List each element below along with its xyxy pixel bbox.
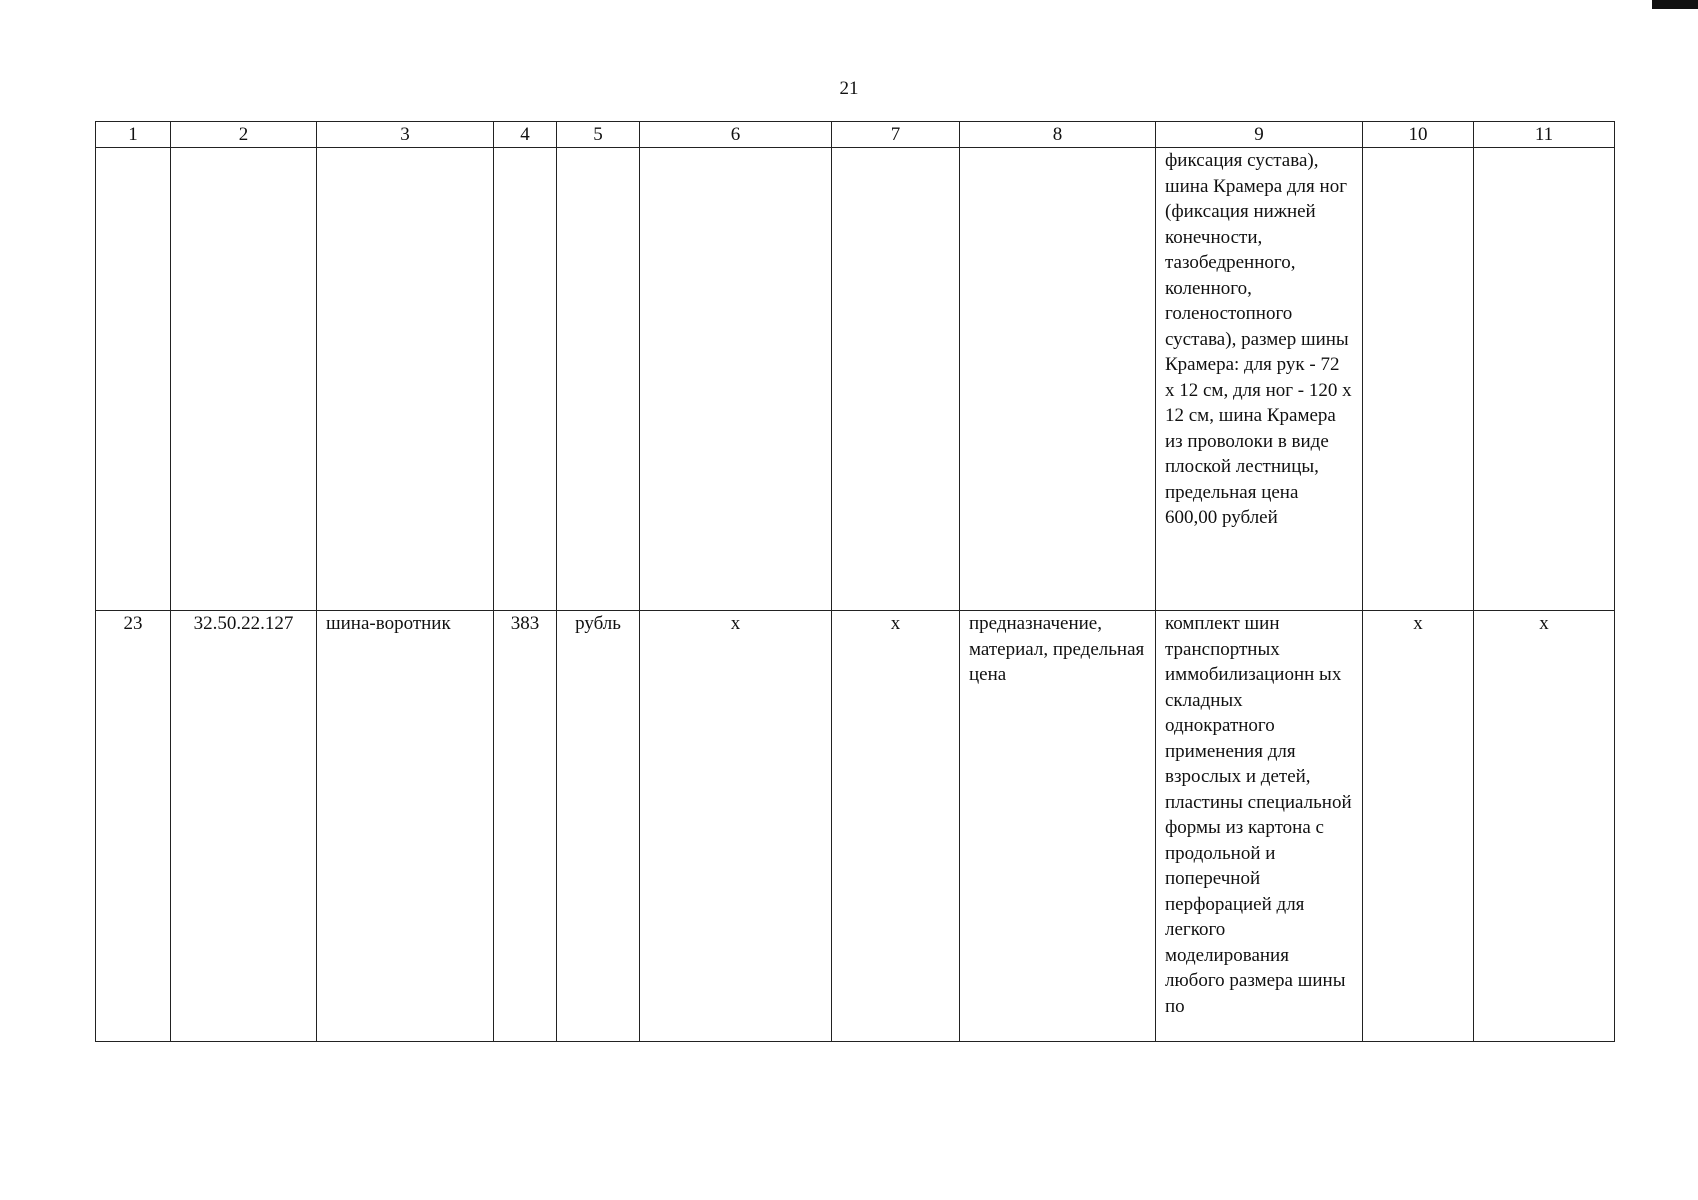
cell-characteristic-names: предназначение, материал, предельная цена [960, 611, 1156, 1042]
table-header-row [96, 122, 1615, 148]
cell-col10: x [1363, 611, 1474, 1042]
cell-characteristic-values: комплект шин транспортных иммобилизационн ых складных однократного применения для взрослых и детей, пластины специальной формы из картона с продольной и поперечной перфорацией для легкого моделирования любого размера шины по [1156, 611, 1363, 1042]
cell-empty [960, 148, 1156, 611]
header-cell-1: 1 [96, 122, 171, 148]
cell-product-name: шина-воротник [317, 611, 494, 1042]
cell-empty [1474, 148, 1615, 611]
cell-row-number: 23 [96, 611, 171, 1042]
cell-empty [494, 148, 557, 611]
cell-characteristics-continued: фиксация сустава), шина Крамера для ног (фиксация нижней конечности, тазобедренного, коленного, голеностопного сустава), размер шины Крамера: для рук - 72 х 12 см, для ног - 120 х 12 см, шина Крамера из проволоки в виде плоской лестницы, предельная цена 600,00 рублей [1156, 148, 1363, 611]
header-cell-9: 9 [1156, 122, 1363, 148]
header-cell-4: 4 [494, 122, 557, 148]
header-cell-10: 10 [1363, 122, 1474, 148]
cell-empty [640, 148, 832, 611]
header-cell-5: 5 [557, 122, 640, 148]
specification-table [95, 121, 1615, 1042]
page-number: 21 [839, 78, 859, 99]
header-cell-2: 2 [171, 122, 317, 148]
cell-empty [317, 148, 494, 611]
header-cell-7: 7 [832, 122, 960, 148]
cell-empty [96, 148, 171, 611]
scan-corner-mark [1652, 0, 1698, 9]
table-row-continued [96, 148, 1615, 611]
cell-empty [832, 148, 960, 611]
cell-okei-code: 383 [494, 611, 557, 1042]
cell-col11: x [1474, 611, 1615, 1042]
cell-empty [557, 148, 640, 611]
header-cell-8: 8 [960, 122, 1156, 148]
table-row-23 [96, 611, 1615, 1042]
header-cell-3: 3 [317, 122, 494, 148]
cell-col6: x [640, 611, 832, 1042]
cell-col7: x [832, 611, 960, 1042]
cell-unit-name: рубль [557, 611, 640, 1042]
cell-empty [1363, 148, 1474, 611]
cell-empty [171, 148, 317, 611]
header-cell-6: 6 [640, 122, 832, 148]
header-cell-11: 11 [1474, 122, 1615, 148]
cell-okpd-code: 32.50.22.127 [171, 611, 317, 1042]
